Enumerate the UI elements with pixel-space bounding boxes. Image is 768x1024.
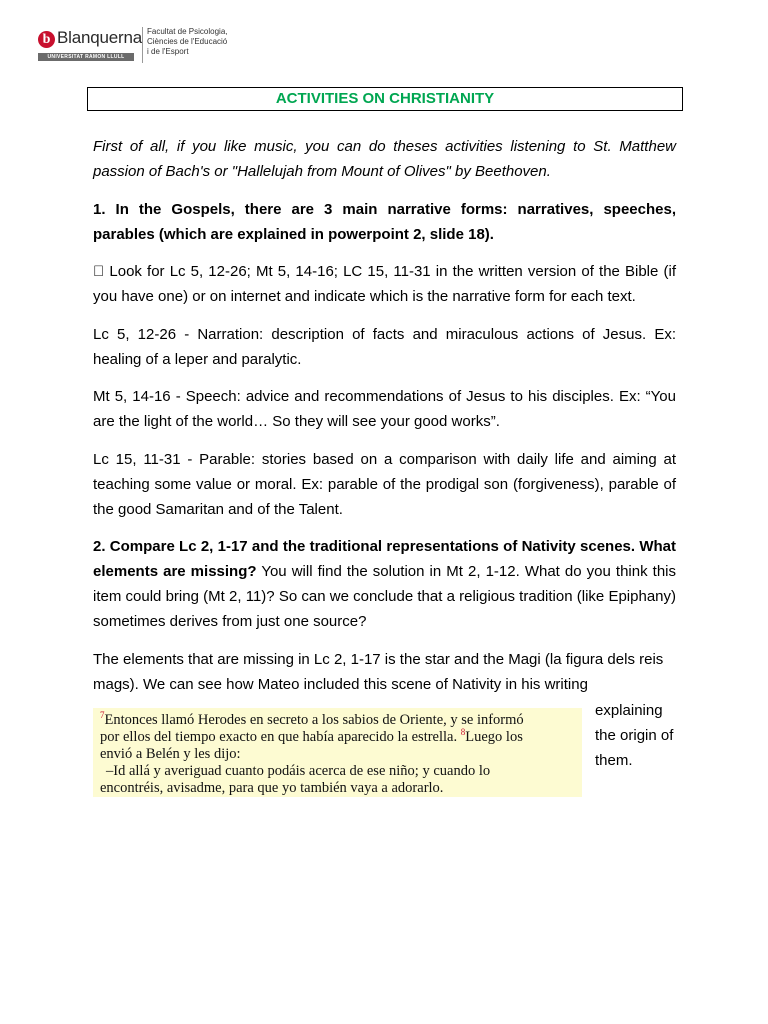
quote-line: Luego los	[465, 729, 523, 745]
side-text-line: the origin of	[595, 727, 674, 744]
brand-name: Blanquerna	[57, 28, 142, 47]
section2-answer: The elements that are missing in Lc 2, 1-17 is the star and the Magi (la figura dels reis mags). We can see how Mateo included this scene of Nativity in his writing	[93, 650, 664, 693]
verse-number: 8	[460, 727, 466, 738]
answer-paragraph: Lc 5, 12-26 - Narration: description of facts and miraculous actions of Jesus. Ex: healing of a leper and paralytic.	[93, 325, 676, 368]
document-body	[93, 134, 676, 709]
university-name: UNIVERSITAT RAMON LLULL	[38, 53, 134, 61]
verse-number: 7	[100, 710, 105, 721]
quote-line: Entonces llamó Herodes en secreto a los sabios de Oriente, y se informó	[104, 712, 524, 728]
side-text-line: explaining	[595, 702, 663, 719]
header-divider	[142, 27, 143, 63]
faculty-name	[147, 27, 228, 57]
faculty-line: Ciències de l'Educació	[147, 37, 228, 46]
answer-paragraph: Lc 15, 11-31 - Parable: stories based on a comparison with daily life and aiming at teaching some value or moral. Ex: parable of the prodigal son (forgiveness), parable of the good Samaritan and of the Talent.	[93, 450, 676, 518]
section1-heading: 1. In the Gospels, there are 3 main narrative forms: narratives, speeches, parables (which are explained in powerpoint 2, slide 18).	[93, 200, 676, 243]
side-text-line: them.	[595, 752, 633, 769]
bible-quote-image	[93, 708, 582, 797]
faculty-line: i de l'Esport	[147, 47, 189, 56]
bible-quote-text	[93, 708, 582, 797]
section2-heading: 2. Compare Lc 2, 1-17 and the traditional representations of Nativity scenes. What elements are missing?	[93, 538, 676, 580]
blanquerna-logo-icon: b	[38, 31, 55, 48]
intro-paragraph: First of all, if you like music, you can do theses activities listening to St. Matthew passion of Bach's or "Hallelujah from Mount of Olives" by Beethoven.	[93, 138, 676, 180]
title-box	[87, 87, 683, 111]
quote-line: encontréis, avisadme, para que yo también vaya a adorarlo.	[100, 780, 444, 796]
section1-instruction: Look for Lc 5, 12-26; Mt 5, 14-16; LC 15, 11-31 in the written version of the Bible (if you have one) or on internet and indicate which is the narrative form for each text.	[93, 263, 676, 305]
document-title: ACTIVITIES ON CHRISTIANITY	[275, 90, 495, 107]
answer-paragraph: Mt 5, 14-16 - Speech: advice and recommendations of Jesus to his disciples. Ex: “You are the light of the world… So they will see your good works”.	[93, 388, 676, 430]
quote-line: –Id allá y averiguad cuanto podáis acerca de ese niño; y cuando lo	[106, 763, 491, 779]
quote-line: por ellos del tiempo exacto en que había aparecido la estrella.	[100, 729, 458, 745]
faculty-line: Facultat de Psicologia,	[147, 27, 228, 36]
section2-paragraph	[93, 534, 676, 634]
section2-question: You will find the solution in Mt 2, 1-12. What do you think this item could bring (Mt 2, 11)? So can we conclude that a religious tradition (like Epiphany) sometimes derives from just one source?	[93, 563, 676, 630]
quote-line: envió a Belén y les dijo:	[100, 746, 241, 762]
side-text	[595, 698, 673, 773]
